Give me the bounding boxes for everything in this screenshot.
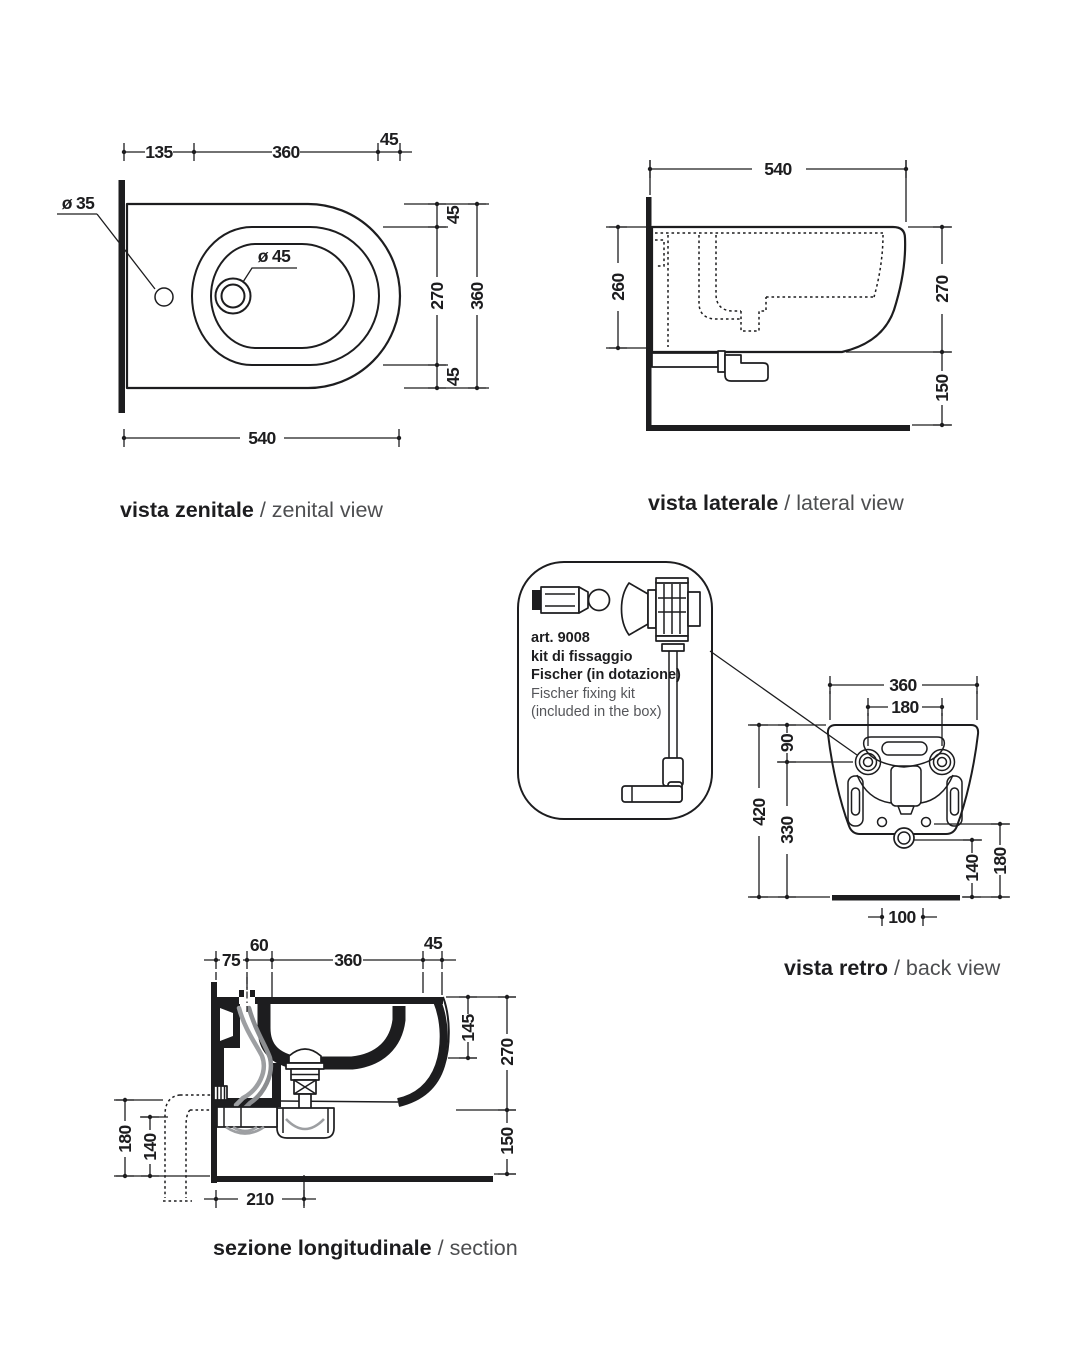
dim-zenital-360-top: 360 (272, 142, 300, 162)
dim-section-145: 145 (458, 1014, 478, 1042)
dim-section-140: 140 (140, 1133, 160, 1161)
dim-zenital-45-top: 45 (379, 129, 399, 149)
dim-zenital-360-right: 360 (467, 282, 487, 310)
dim-retro-180-top: 180 (891, 697, 919, 717)
retro-fixing-holes (856, 750, 955, 775)
caption-retro-en: back view (905, 956, 1001, 980)
caption-zenital-it: vista zenitale (120, 498, 254, 522)
dim-zenital-270: 270 (427, 282, 447, 310)
dim-section-360: 360 (334, 950, 362, 970)
lateral-floor (646, 425, 910, 431)
dim-section-45: 45 (423, 933, 443, 953)
dim-retro-180-right: 180 (990, 847, 1010, 875)
lateral-bracket (652, 353, 718, 367)
section-wall (211, 982, 217, 1183)
kit-bolt-icon (622, 583, 649, 635)
view-zenital (57, 129, 489, 448)
dim-zenital-135: 135 (145, 142, 173, 162)
section-trap (277, 1108, 334, 1138)
caption-lateral-it: vista laterale (648, 491, 779, 515)
kit-text-block (531, 629, 681, 722)
dim-retro-90: 90 (777, 733, 797, 753)
section-bowl-band (264, 1004, 399, 1063)
dim-zenital-45-right-top: 45 (443, 205, 463, 225)
kit-dowel-icon (532, 590, 541, 610)
lateral-trap (725, 355, 768, 381)
caption-lateral: vista laterale / lateral view (648, 491, 904, 515)
dim-lateral-260: 260 (608, 273, 628, 301)
retro-tongue (891, 766, 921, 806)
label-dia35: ø 35 (61, 193, 95, 213)
dim-zenital-45-right-bottom: 45 (443, 367, 463, 387)
caption-lateral-en: lateral view (796, 491, 904, 515)
section-floor (211, 1176, 493, 1182)
dim-retro-140: 140 (962, 854, 982, 882)
section-wall-plate (217, 1107, 277, 1127)
dim-section-180: 180 (115, 1125, 135, 1153)
caption-zenital: vista zenitale / zenital view (120, 498, 383, 522)
leader-dia35 (57, 214, 155, 289)
dim-section-75: 75 (221, 950, 241, 970)
dim-section-210: 210 (246, 1189, 274, 1209)
kit-line-en1: Fischer fixing kit (531, 685, 635, 702)
caption-section-it: sezione longitudinale (213, 1236, 432, 1260)
dim-lateral-150: 150 (932, 374, 952, 402)
dim-retro-360: 360 (889, 675, 917, 695)
retro-drain-hole (894, 828, 914, 848)
caption-retro: vista retro / back view (784, 956, 1001, 980)
lateral-wall (646, 197, 652, 431)
kit-line-en2: (included in the box) (531, 704, 662, 721)
dim-zenital-540: 540 (248, 428, 276, 448)
caption-zenital-en: zenital view (271, 498, 383, 522)
dim-section-270: 270 (497, 1038, 517, 1066)
dim-lateral-270: 270 (932, 275, 952, 303)
dim-lateral-540: 540 (764, 159, 792, 179)
zenital-wall (119, 180, 126, 413)
leader-dia45 (243, 268, 297, 282)
view-retro (748, 675, 1010, 927)
dim-retro-100: 100 (888, 907, 916, 927)
section-dashed-pipe (163, 1095, 211, 1201)
dim-section-60: 60 (249, 935, 269, 955)
retro-top-slot (882, 742, 927, 755)
zenital-small-hole (155, 288, 173, 306)
view-lateral (606, 159, 952, 431)
kit-line-fischer: Fischer (in dotazione) (531, 667, 681, 684)
dim-retro-330: 330 (777, 816, 797, 844)
retro-floor (832, 895, 960, 901)
caption-retro-it: vista retro (784, 956, 888, 980)
dim-retro-420: 420 (749, 798, 769, 826)
lateral-body-outline (652, 227, 905, 352)
kit-line-fissaggio: kit di fissaggio (531, 648, 633, 665)
label-dia45: ø 45 (257, 246, 291, 266)
dim-section-150: 150 (497, 1127, 517, 1155)
caption-section: sezione longitudinale / section (213, 1236, 518, 1260)
kit-art-number: art. 9008 (531, 630, 590, 646)
zenital-body-outline (127, 204, 400, 388)
section-drain-plug (289, 1049, 321, 1063)
caption-section-en: section (449, 1236, 518, 1260)
view-section (114, 933, 517, 1209)
